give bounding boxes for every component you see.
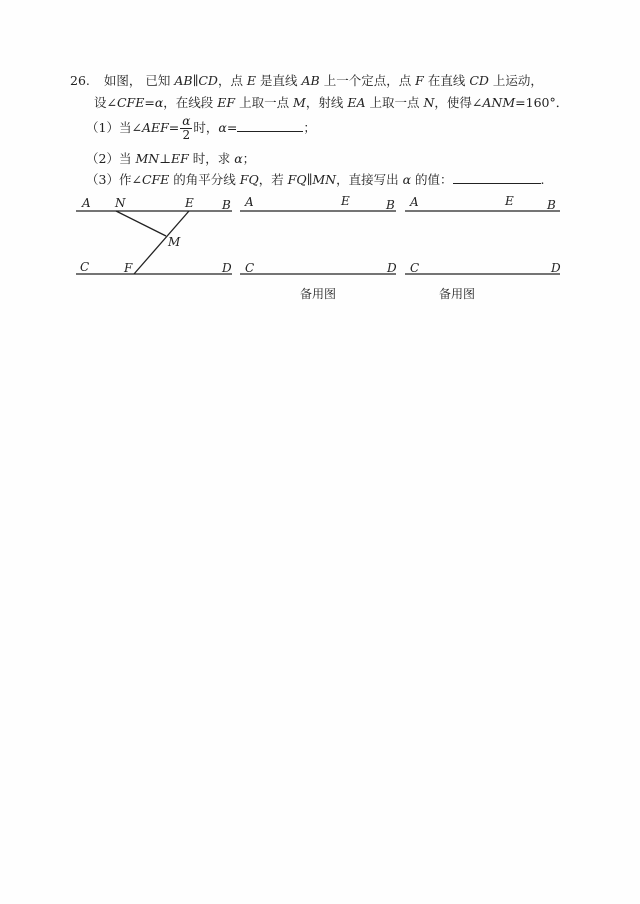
- spare-figure-1-caption: 备用图: [300, 287, 337, 301]
- label-c: C: [245, 261, 255, 275]
- geometry-figures: [0, 0, 640, 320]
- label-d: D: [222, 261, 232, 275]
- main-figure-labels: [80, 196, 232, 275]
- label-d: D: [551, 261, 561, 275]
- problem-statement-line-2: 设∠CFE=α，在线段 EF 上取一点 M，射线 EA 上取一点 N，使得∠ANM=160°．: [94, 95, 569, 110]
- problem-statement-line-1: 26. 如图， 已知 AB∥CD，点 E 是直线 AB 上一个定点，点 F 在直线 CD 上运动，: [70, 73, 543, 88]
- label-e: E: [185, 196, 194, 210]
- label-m: M: [168, 235, 181, 249]
- label-c: C: [410, 261, 420, 275]
- label-b: B: [222, 198, 231, 212]
- spare-figure-2-caption: 备用图: [439, 287, 476, 301]
- question-part-2: （2）当 MN⊥EF 时，求 α；: [86, 151, 256, 166]
- label-e: E: [505, 194, 514, 208]
- question-part-1: （1）当∠AEF= $\frac{\alpha}{2}$ 时，α= ；: [86, 114, 316, 142]
- spare-figure-2: [405, 211, 560, 274]
- alpha-over-two-fraction: $\frac{\alpha}{2}$: [182, 114, 191, 142]
- label-a: A: [82, 196, 91, 210]
- label-e: E: [341, 194, 350, 208]
- problem-number: 26.: [70, 73, 90, 88]
- label-a: A: [245, 195, 254, 209]
- spare-figure-1: [240, 211, 396, 274]
- label-d: D: [387, 261, 397, 275]
- label-f: F: [124, 261, 133, 275]
- segment-ef: [134, 211, 189, 274]
- label-c: C: [80, 260, 90, 274]
- label-b: B: [547, 198, 556, 212]
- question-part-3: （3）作∠CFE 的角平分线 FQ，若 FQ∥MN，直接写出 α 的值： .: [86, 172, 545, 187]
- label-a: A: [410, 195, 419, 209]
- main-figure: [76, 211, 232, 274]
- segment-nm: [116, 211, 166, 236]
- label-b: B: [386, 198, 395, 212]
- spare-figure-2-labels: [409, 194, 561, 275]
- spare-figure-1-labels: [244, 194, 397, 275]
- label-n: N: [115, 196, 126, 210]
